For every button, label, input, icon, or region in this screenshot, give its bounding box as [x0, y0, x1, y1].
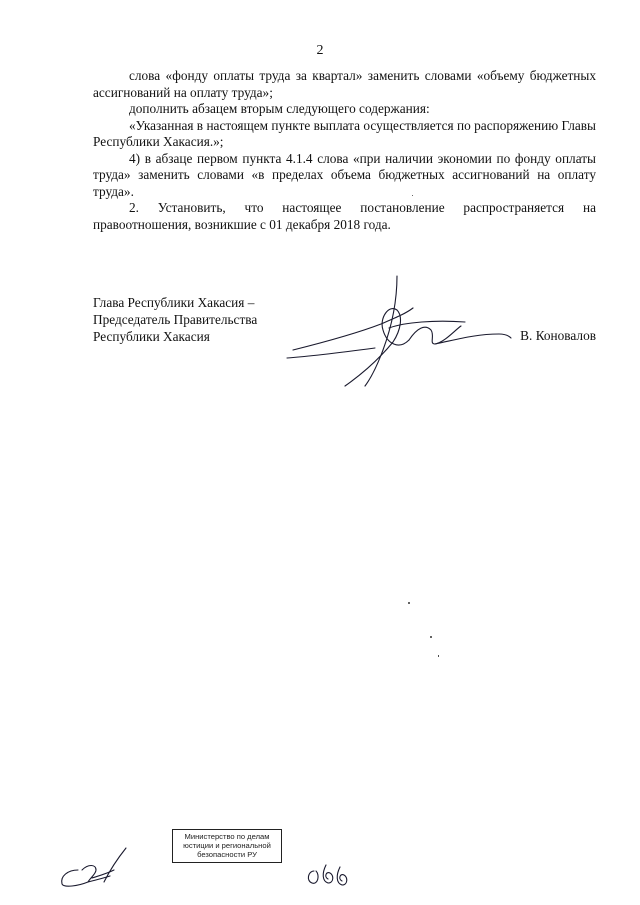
scan-speck — [408, 602, 410, 604]
signatory-name: В. Коновалов — [520, 328, 596, 343]
signatory-title-line: Председатель Правительства — [93, 312, 258, 327]
paragraph-item-4: 4) в абзаце первом пункта 4.1.4 слова «при наличии экономии по фонду оплаты труда» заменить словами «в пределах объема бюджетных ассигнований на оплату труда». — [93, 150, 596, 199]
scan-speck — [412, 195, 413, 196]
registration-stamp — [172, 829, 282, 863]
paragraph-replace-words: слова «фонду оплаты труда за квартал» заменить словами «объему бюджетных ассигнований на оплату труда»; — [93, 68, 596, 100]
handwritten-signature — [285, 268, 515, 403]
paragraph-quoted-payment: «Указанная в настоящем пункте выплата осуществляется по распоряжению Главы Республики Хакасия.»; — [93, 117, 596, 149]
stamp-line: безопасности РУ — [197, 850, 257, 859]
stamp-line: Министерство по делам — [184, 832, 270, 841]
signatory-title-line: Республики Хакасия — [93, 329, 210, 344]
handwritten-initials — [52, 840, 142, 895]
paragraph-add-second: дополнить абзацем вторым следующего содержания: — [129, 101, 430, 116]
scan-speck — [438, 655, 439, 657]
paragraph-item-2-establish: 2. Установить, что настоящее постановление распространяется на правоотношения, возникшие с 01 декабря 2018 года. — [93, 200, 596, 232]
stamp-line: юстиции и региональной — [183, 841, 271, 850]
document-body — [93, 68, 596, 233]
page-number: 2 — [316, 43, 324, 58]
signatory-title-line: Глава Республики Хакасия – — [93, 295, 255, 310]
signatory-title — [93, 294, 257, 345]
handwritten-page-mark — [304, 855, 364, 900]
scan-speck — [430, 636, 432, 638]
